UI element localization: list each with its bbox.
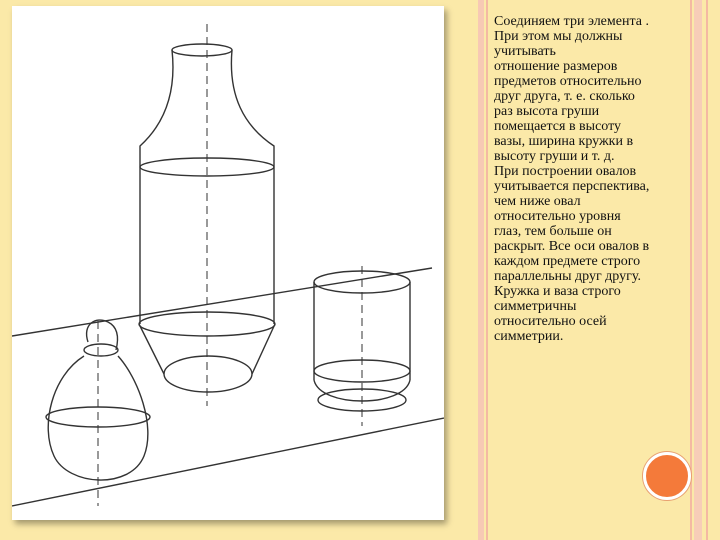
decorative-stripe [706,0,708,540]
text-line: вазы, ширина кружки в [494,134,634,149]
text-line: Кружка и ваза строго [494,284,621,299]
text-line: относительно уровня [494,209,621,224]
text-line: предметов относительно [494,74,642,89]
table-back-edge [12,268,432,336]
text-line: высоту груши и т. д. [494,149,615,164]
still-life-sketch [12,6,444,520]
text-line: При этом мы должны [494,29,623,44]
decorative-stripe [478,0,484,540]
text-line: относительно осей [494,314,607,329]
text-line: чем ниже овал [494,194,581,209]
text-line: раз высота груши [494,104,600,119]
text-line: учитывается перспектива, [494,179,650,194]
decorative-stripe [486,0,488,540]
text-line: каждом предмете строго [494,254,641,269]
text-line: отношение размеров [494,59,618,74]
text-line: друг друга, т. е. сколько [494,89,635,104]
pear-sketch [46,320,150,506]
text-line: симметрии. [494,329,564,344]
mug-sketch [314,266,410,426]
text-line: параллельны друг другу. [494,269,641,284]
text-line: помещается в высоту [494,119,622,134]
text-line: При построении овалов [494,164,637,179]
orange-circle-icon [643,452,691,500]
table-front-edge [12,418,444,506]
text-line: раскрыт. Все оси овалов в [494,239,650,254]
still-life-drawing [12,6,444,520]
text-line: симметричны [494,299,577,314]
text-line: глаз, тем больше он [494,224,612,239]
description-text [494,14,694,344]
text-line: Соединяем три элемента . [494,14,649,29]
text-line: учитывать [494,44,556,59]
vase-sketch [139,24,275,406]
decorative-stripe [694,0,702,540]
